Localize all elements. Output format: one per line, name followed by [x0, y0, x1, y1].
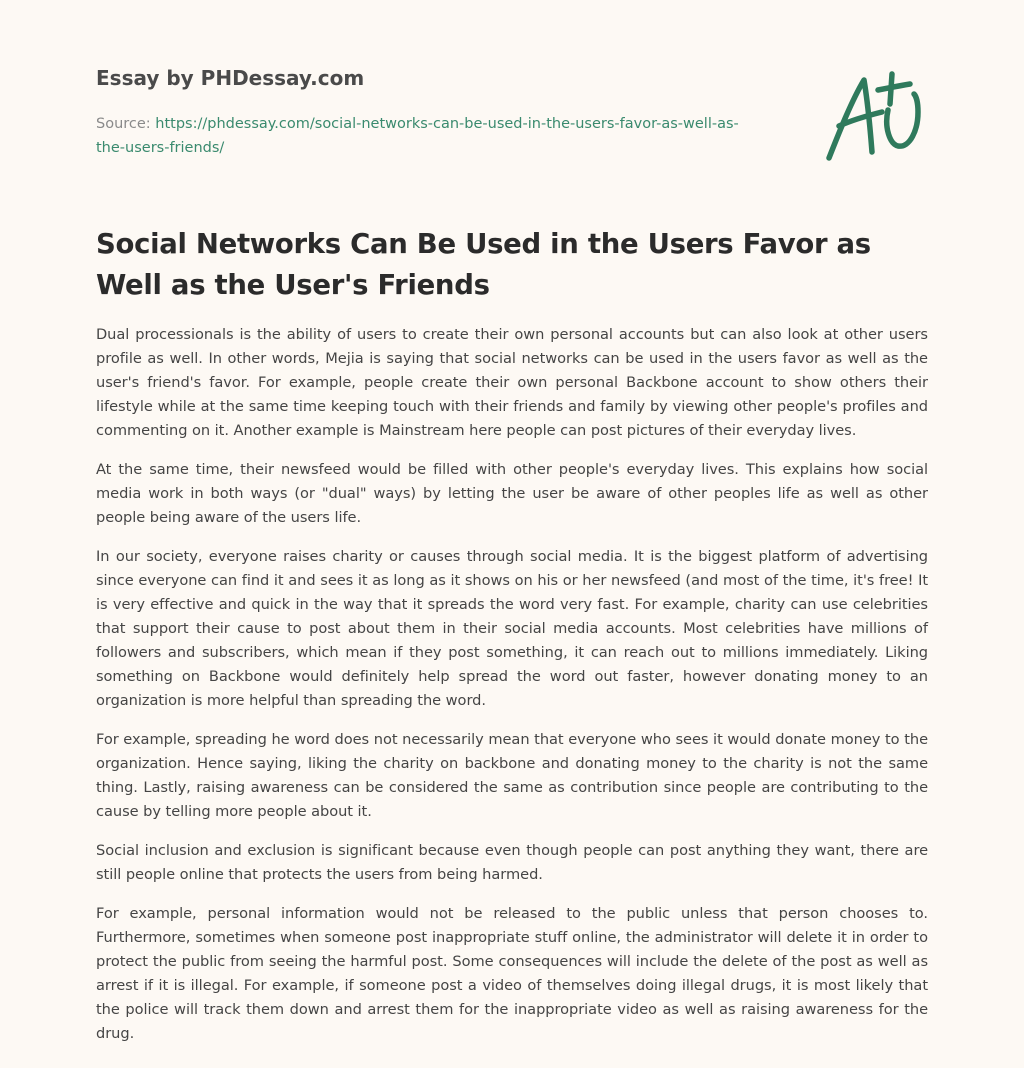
a-plus-grade-icon	[822, 68, 928, 164]
essay-paragraph: In our society, everyone raises charity or causes through social media. It is the biggest platform of advertising since everyone can find it and sees it as long as it shows on his or her newsfeed (and most of the time, it's free! It is very effective and quick in the way that it spreads the word very fast. For example, charity can use celebrities that support their cause to post about them in their social media accounts. Most celebrities have millions of followers and subscribers, which mean if they post something, it can reach out to millions immediately. Liking something on Backbone would definitely help spread the word out faster, however donating money to an organization is more helpful than spreading the word.	[96, 548, 928, 709]
essay-paragraph: For example, personal information would not be released to the public unless that person chooses to. Furthermore, sometimes when someone post inappropriate stuff online, the administrator will delete it in order to protect the public from seeing the harmful post. Some consequences will include the delete of the post as well as arrest if it is illegal. For example, if someone post a video of themselves doing illegal drugs, it is most likely that the police will track them down and arrest them for the inappropriate video as well as raising awareness for the drug.	[96, 905, 928, 1042]
source-label: Source:	[96, 116, 151, 132]
essay-paragraph: Social inclusion and exclusion is significant because even though people can post anything they want, there are still people online that protects the users from being harmed.	[96, 842, 928, 883]
site-brand: Essay by PHDessay.com	[96, 66, 365, 90]
essay-paragraph: For example, spreading he word does not necessarily mean that everyone who sees it would donate money to the organization. Hence saying, liking the charity on backbone and donating money to the charity is not the same thing. Lastly, raising awareness can be considered the same as contribution since people are contributing to the cause by telling more people about it.	[96, 731, 928, 820]
source-link[interactable]: https://phdessay.com/social-networks-can-be-used-in-the-users-favor-as-well-as-the-users-friends/	[96, 116, 739, 156]
essay-paragraph: Dual processionals is the ability of users to create their own personal accounts but can also look at other users profile as well. In other words, Mejia is saying that social networks can be used in the users favor as well as the user's friend's favor. For example, people create their own personal Backbone account to show others their lifestyle while at the same time keeping touch with their friends and family by viewing other people's profiles and commenting on it. Another example is Mainstream here people can post pictures of their everyday lives.	[96, 326, 928, 439]
essay-title: Social Networks Can Be Used in the Users Favor as Well as the User's Friends	[96, 228, 871, 301]
essay-header	[96, 64, 796, 160]
essay-paragraph: At the same time, their newsfeed would be filled with other people's everyday lives. This explains how social media work in both ways (or "dual" ways) by letting the user be aware of other peoples life as well as other people being aware of the users life.	[96, 461, 928, 526]
source-line	[96, 112, 756, 160]
essay-body	[96, 323, 928, 1061]
